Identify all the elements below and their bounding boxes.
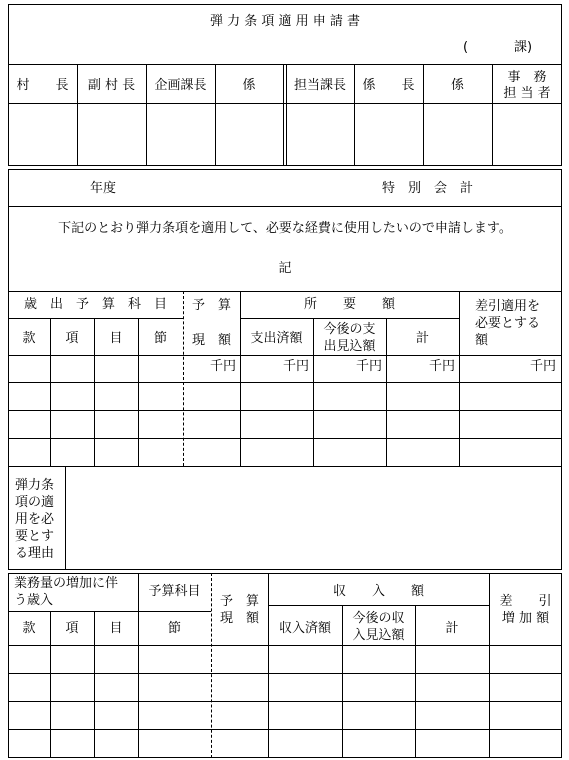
required-amount-header: 所 要 額 — [303, 297, 395, 312]
approver-clerk: 係 — [450, 78, 464, 93]
unit-total: 千円 — [428, 359, 455, 374]
revenue-header-l2: う歳入 — [14, 593, 54, 608]
exp-setsu-header: 節 — [153, 331, 167, 346]
income-amount-header: 収 入 額 — [332, 584, 424, 599]
exp-future-l1: 今後の支 — [323, 322, 376, 337]
approver-deputy-head: 副 村 長 — [87, 78, 136, 93]
rev-diff-l2: 増 加 額 — [501, 611, 550, 626]
special-account-label: 特 別 会 計 — [382, 181, 474, 196]
revenue-box — [8, 573, 562, 758]
expenditure-subject-header: 歳 出 予 算 科 目 — [23, 297, 167, 312]
dept-suffix: 課) — [514, 40, 533, 55]
exp-diff-l1: 差引適用を — [475, 299, 541, 314]
exp-kan-header: 款 — [22, 331, 36, 346]
rev-setsu-header: 節 — [167, 621, 181, 636]
rev-moku-header: 目 — [109, 621, 123, 636]
reason-label-l5: る理由 — [15, 546, 55, 561]
exp-kou-header: 項 — [65, 331, 79, 346]
statement-text: 下記のとおり弾力条項を適用して、必要な経費に使用したいので申請します。 — [58, 221, 512, 236]
reason-label-l1: 弾力条 — [15, 478, 55, 493]
reason-label-l4: 要とす — [15, 529, 55, 544]
unit-budget: 千円 — [209, 359, 236, 374]
approver-planning-chief: 企画課長 — [154, 78, 207, 93]
ki-label: 記 — [278, 261, 292, 276]
rev-kan-header: 款 — [22, 621, 36, 636]
exp-moku-header: 目 — [109, 331, 123, 346]
rev-diff-l1: 差 引 — [499, 594, 552, 609]
form-title: 弾 力 条 項 適 用 申 請 書 — [209, 14, 361, 29]
exp-future-l2: 出見込額 — [323, 339, 376, 354]
unit-spent: 千円 — [282, 359, 309, 374]
rev-kou-header: 項 — [65, 621, 79, 636]
exp-budget-top: 予 算 — [191, 298, 231, 313]
approver-staff: 係 — [242, 78, 256, 93]
approver-village-head: 村 長 — [16, 78, 69, 93]
approver-office-line2: 担 当 者 — [503, 86, 551, 101]
reason-label-l2: 項の適 — [15, 495, 55, 510]
exp-diff-l3: 額 — [475, 333, 489, 348]
received-amount-header: 収入済額 — [278, 621, 331, 636]
unit-future: 千円 — [355, 359, 382, 374]
rev-future-l2: 入見込額 — [352, 628, 405, 643]
exp-budget-bottom: 現 額 — [191, 333, 231, 348]
exp-diff-l2: 必要とする — [475, 316, 541, 331]
rev-total-header: 計 — [445, 621, 459, 636]
approver-section-chief: 担当課長 — [293, 78, 346, 93]
rev-subject-header: 予算科目 — [148, 584, 201, 599]
approver-subsection-chief: 係 長 — [362, 78, 415, 93]
approver-office-line1: 事 務 — [507, 70, 547, 85]
exp-total-header: 計 — [415, 331, 429, 346]
revenue-header-l1: 業務量の増加に伴 — [14, 576, 119, 591]
reason-label-l3: 用を必 — [15, 512, 55, 527]
rev-budget-top: 予 算 — [219, 594, 259, 609]
rev-future-l1: 今後の収 — [352, 611, 405, 626]
fiscal-year-label: 年度 — [90, 181, 117, 196]
spent-amount-header: 支出済額 — [250, 331, 303, 346]
unit-diff: 千円 — [529, 359, 556, 374]
dept-open: ( — [463, 40, 469, 55]
rev-budget-bottom: 現 額 — [219, 611, 259, 626]
